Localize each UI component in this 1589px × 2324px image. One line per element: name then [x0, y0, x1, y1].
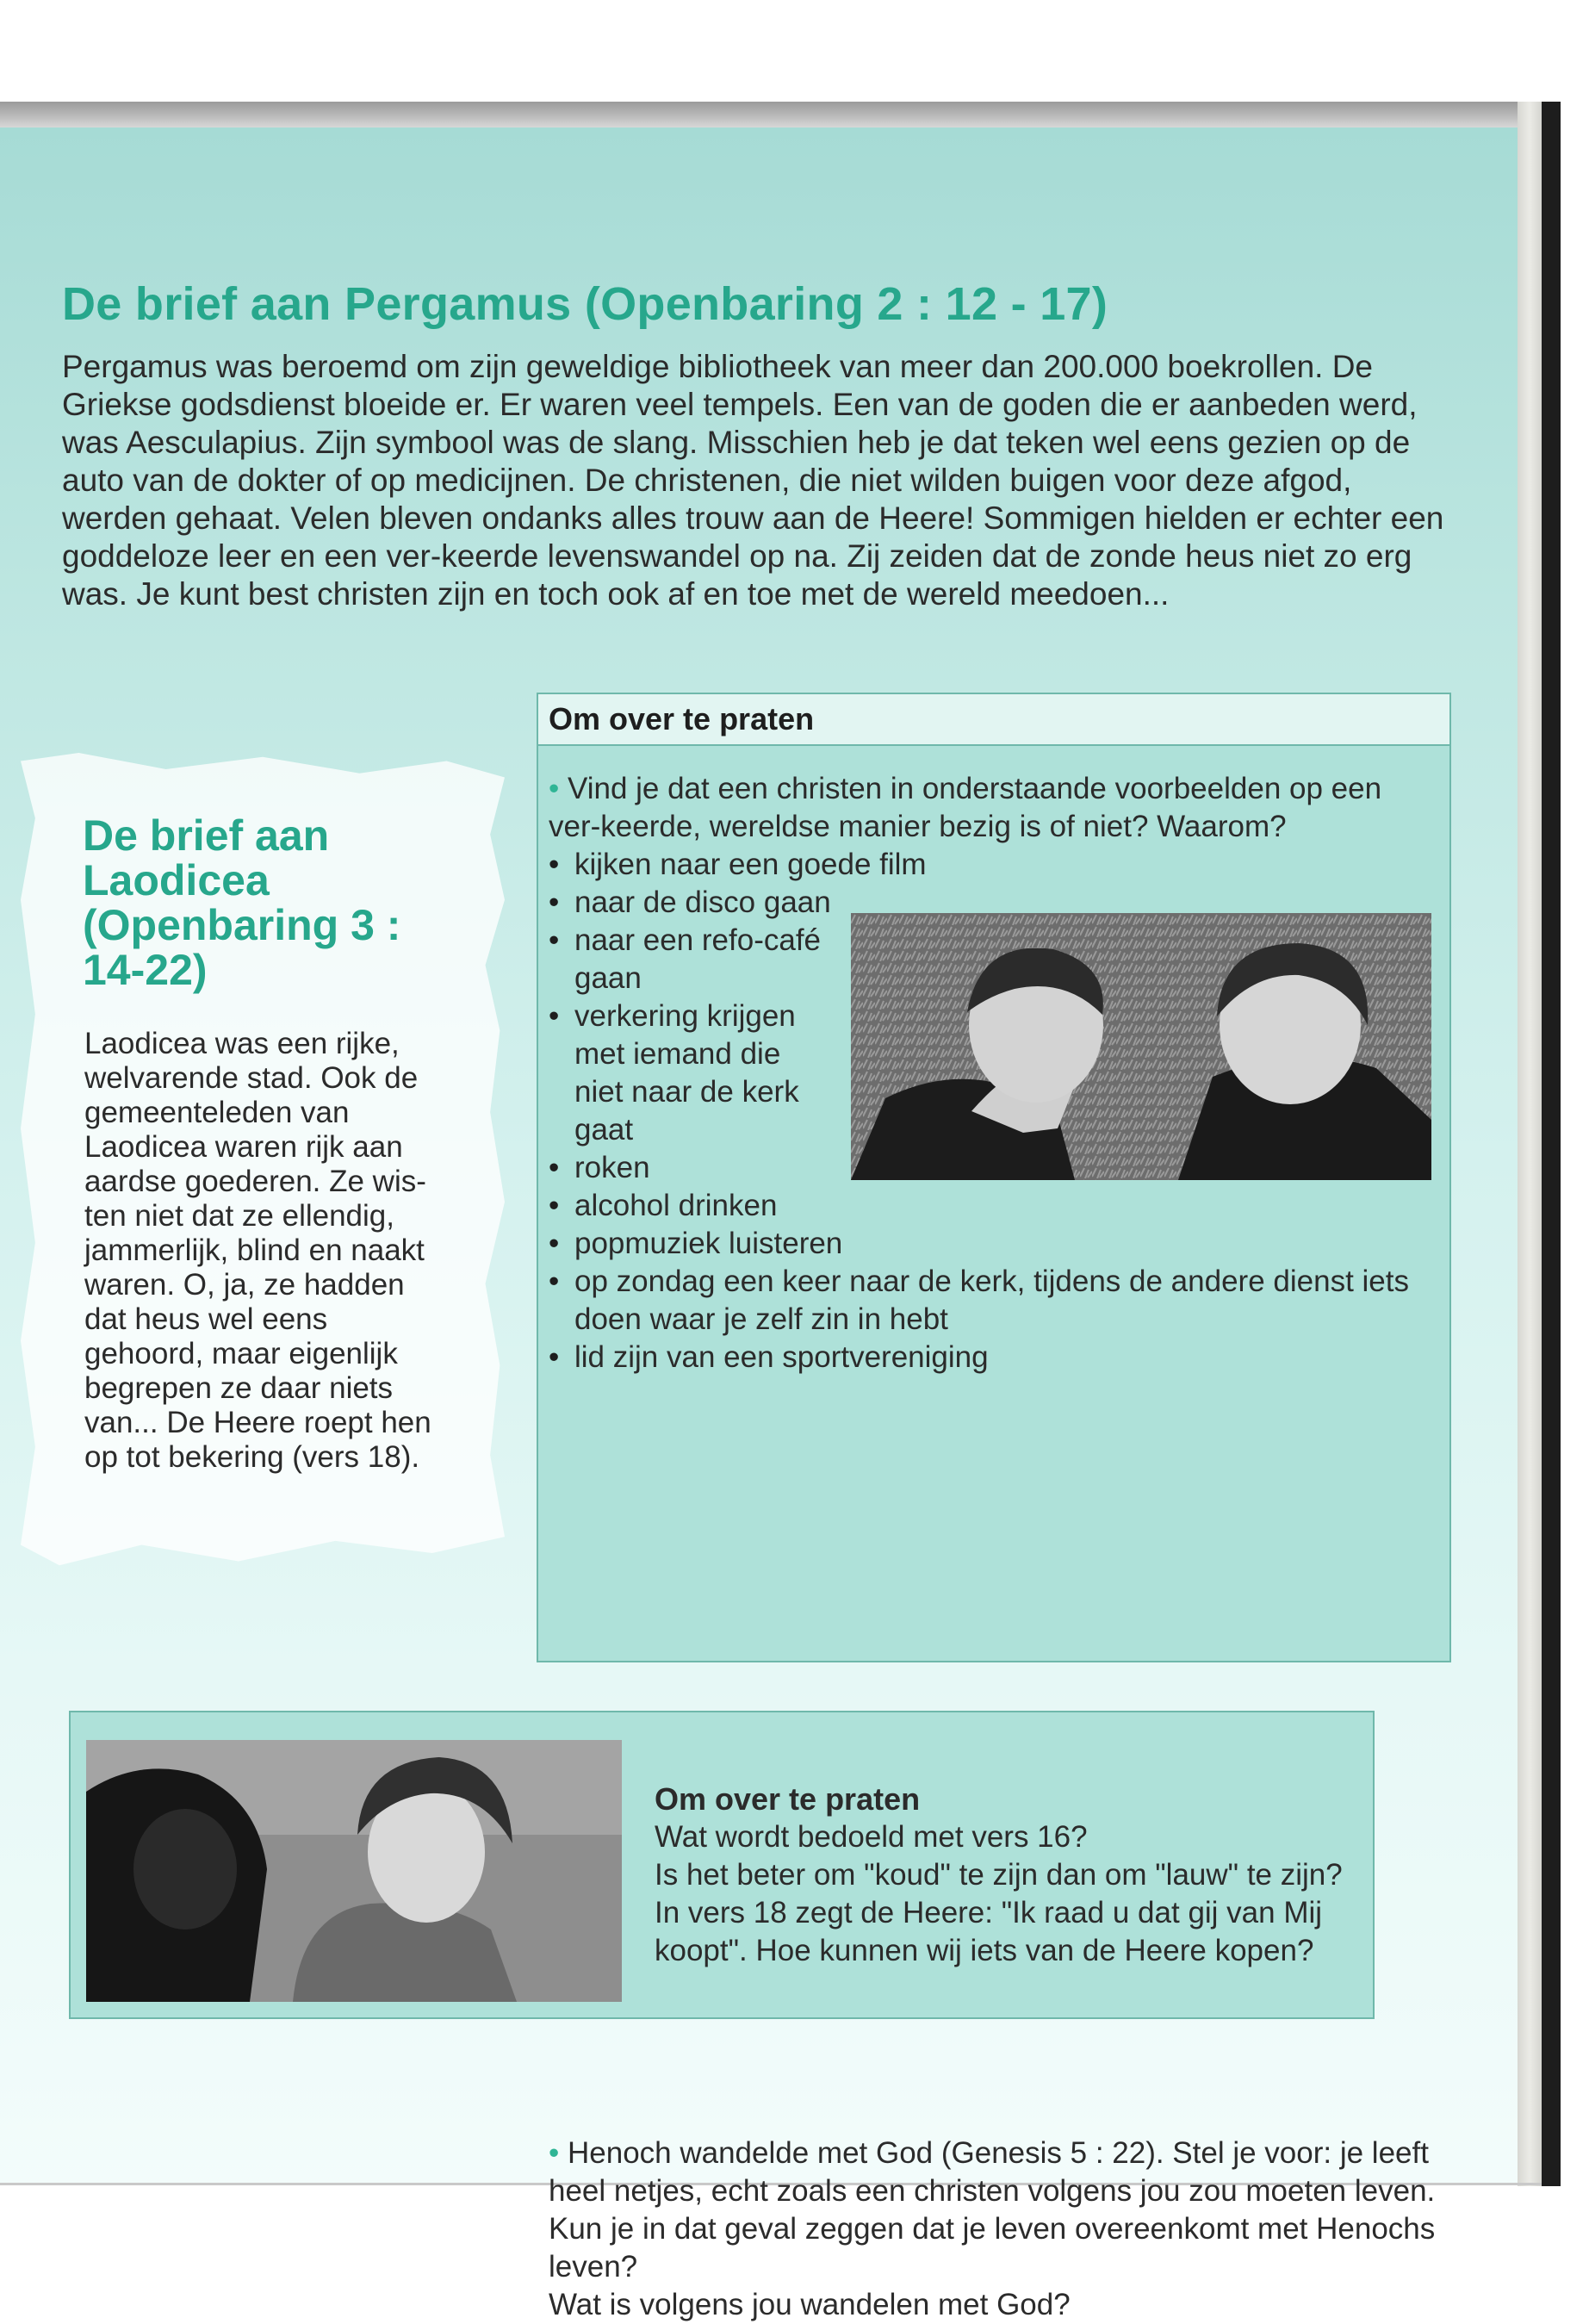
discussion-intro [549, 770, 1441, 846]
pergamus-text: Pergamus was beroemd om zijn geweldige bibliotheek van meer dan 200.000 boekrollen. De Griekse godsdienst bloeide er. Er waren veel tempels. Een van de goden die er aanbeden werd, was Aesculapius. Zijn symbool was de slang. Misschien heb je dat teken wel eens gezien op de auto van de dokter of op medicijnen. De christenen, die niet wilden buigen voor deze afgod, werden gehaat. Velen bleven ondanks alles trouw aan de Heere! Sommigen hielden er echter een goddeloze leer en een ver-keerde levenswandel op na. Zij zeiden dat de zonde heus niet zo erg was. Je kunt best christen zijn en toch ook af en toe met de wereld meedoen... [62, 349, 1444, 612]
pergamus-heading: De brief aan Pergamus (Openbaring 2 : 12 - 17) [62, 278, 1108, 330]
discussion-box-1-title: Om over te praten [549, 701, 815, 736]
laodicea-heading: De brief aan Laodicea (Openbaring 3 : 14-22) [83, 811, 401, 994]
binding-shadow [1542, 102, 1561, 2186]
henoch-question-line: Wat is volgens jou wandelen met God? [549, 2288, 1071, 2321]
list-item: • verkering krijgen met iemand die niet naar de kerk gaat [549, 997, 833, 1149]
discussion-intro-text: Vind je dat een christen in onderstaande voorbeelden op een ver-keerde, wereldse manier bezig is of niet? Waarom? [549, 772, 1382, 843]
discussion-box-1-header [538, 694, 1449, 746]
henoch-question-line [549, 2134, 1441, 2286]
list-item: • naar een refo-café gaan [549, 922, 833, 997]
discussion-box-2-line: Wat wordt bedoeld met vers 16? [655, 1820, 1088, 1854]
list-item: • lid zijn van een sportvereniging [549, 1339, 1441, 1376]
discussion-box-2-text [655, 1780, 1361, 1970]
discussion-box-2-title: Om over te praten [655, 1781, 921, 1817]
discussion-box-2-line: Is het beter om "koud" te zijn dan om "lauw" te zijn? [655, 1858, 1343, 1892]
henoch-question [549, 2134, 1441, 2324]
list-item: • kijken naar een goede film [549, 846, 1441, 884]
photo-two-girls [86, 1740, 622, 2002]
list-item: • roken [549, 1149, 1441, 1187]
bullet-dot-icon: • [549, 2136, 568, 2170]
list-item: • op zondag een keer naar de kerk, tijdens de andere dienst iets doen waar je zelf zin in hebt [549, 1263, 1441, 1339]
scan-top-edge [0, 102, 1542, 127]
photo-two-boys [851, 913, 1431, 1180]
list-item: • naar de disco gaan [549, 884, 833, 922]
henoch-question-text: Henoch wandelde met God (Genesis 5 : 22). Stel je voor: je leeft heel netjes, echt zoals een christen volgens jou zou moeten leven. Kun je in dat geval zeggen dat je leven overeenkomt met Henochs leven? [549, 2136, 1436, 2284]
binding-edge [1518, 102, 1542, 2186]
list-item: • popmuziek luisteren [549, 1225, 1441, 1263]
laodicea-text: Laodicea was een rijke, welvarende stad. Ook de gemeenteleden van Laodicea waren rijk aan aardse goederen. Ze wis-ten niet dat ze ellendig, jammerlijk, blind en naakt waren. O, ja, ze hadden dat heus wel eens gehoord, maar eigenlijk begrepen ze daar niets van... De Heere roept hen op tot bekering (vers 18). [84, 1027, 431, 1474]
discussion-box-2-line: In vers 18 zegt de Heere: "Ik raad u dat gij van Mij koopt". Hoe kunnen wij iets van de Heere kopen? [655, 1896, 1323, 1967]
list-item: • alcohol drinken [549, 1187, 1441, 1225]
bullet-dot-icon: • [549, 772, 568, 805]
